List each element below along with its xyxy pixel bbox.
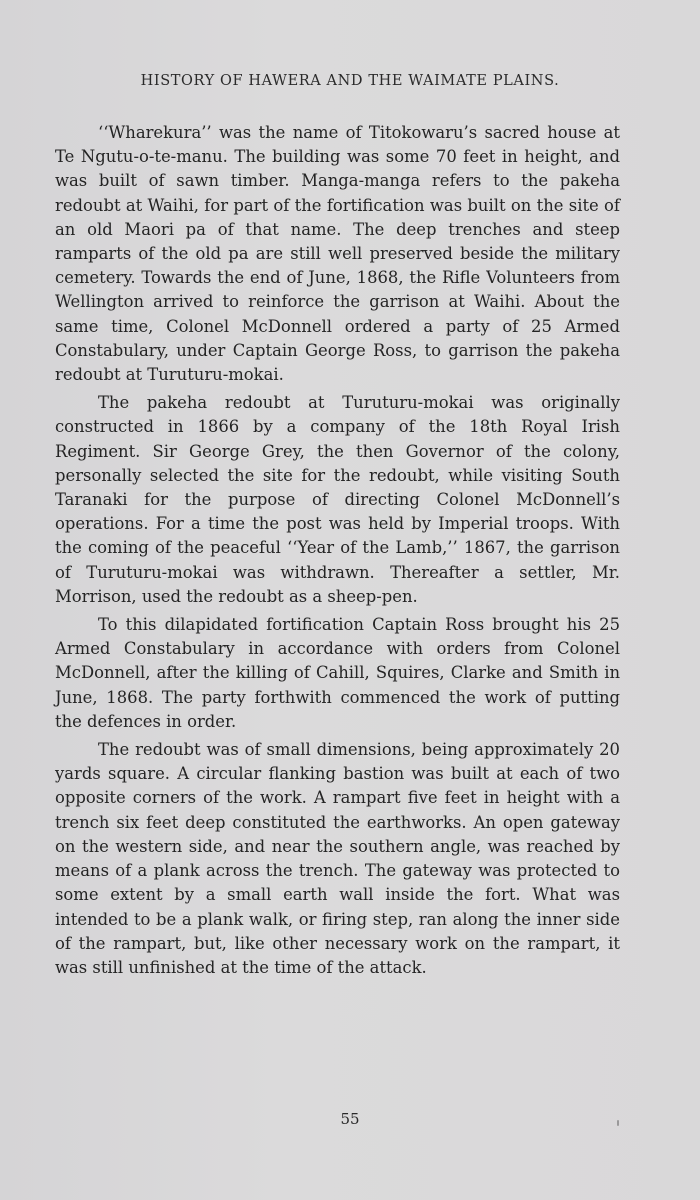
paragraph-wharekura: ‘‘Wharekura’’ was the name of Titokowaru’s sacred house at Te Ngutu-o-te-manu. The building was some 70 feet in height, and was built of sawn timber. Manga-manga refers to the pakeha redoubt at Waihi, for part of the fortification was built on the site of an old Maori pa of that name. The deep trenches and steep ramparts of the old pa are still well preserved beside the military cemetery. Towards the end of June, 1868, the Rifle Volunteers from Wellington arrived to reinforce the garrison at Waihi. About the same time, Colonel McDonnell ordered a party of 25 Armed Constabulary, under Captain George Ross, to garrison the pakeha redoubt at Turuturu-mokai. [55, 123, 620, 385]
body-text [55, 121, 620, 980]
running-head: HISTORY OF HAWERA AND THE WAIMATE PLAINS. [140, 73, 560, 89]
paper-speck [617, 1120, 619, 1126]
page-number: 55 [340, 1110, 360, 1128]
paragraph-redoubt-history: The pakeha redoubt at Turuturu-mokai was originally constructed in 1866 by a company of the 18th Royal Irish Regiment. Sir George Grey, the then Governor of the colony, personally selected the site for the redoubt, while visiting South Taranaki for the purpose of directing Colonel McDonnell’s operations. For a time the post was held by Imperial troops. With the coming of the peaceful ‘‘Year of the Lamb,’’ 1867, the garrison of Turuturu-mokai was withdrawn. Thereafter a settler, Mr. Morrison, used the redoubt as a sheep-pen. [55, 393, 620, 606]
paragraph-captain-ross: To this dilapidated fortification Captain Ross brought his 25 Armed Constabulary in accordance with orders from Colonel McDonnell, after the killing of Cahill, Squires, Clarke and Smith in June, 1868. The party forthwith commenced the work of putting the defences in order. [55, 615, 620, 731]
paragraph-redoubt-description: The redoubt was of small dimensions, being approximately 20 yards square. A circular flanking bastion was built at each of two opposite corners of the work. A rampart five feet in height with a trench six feet deep constituted the earthworks. An open gateway on the western side, and near the southern angle, was reached by means of a plank across the trench. The gateway was protected to some extent by a small earth wall inside the fort. What was intended to be a plank walk, or firing step, ran along the inner side of the rampart, but, like other necessary work on the rampart, it was still unfinished at the time of the attack. [55, 740, 620, 977]
